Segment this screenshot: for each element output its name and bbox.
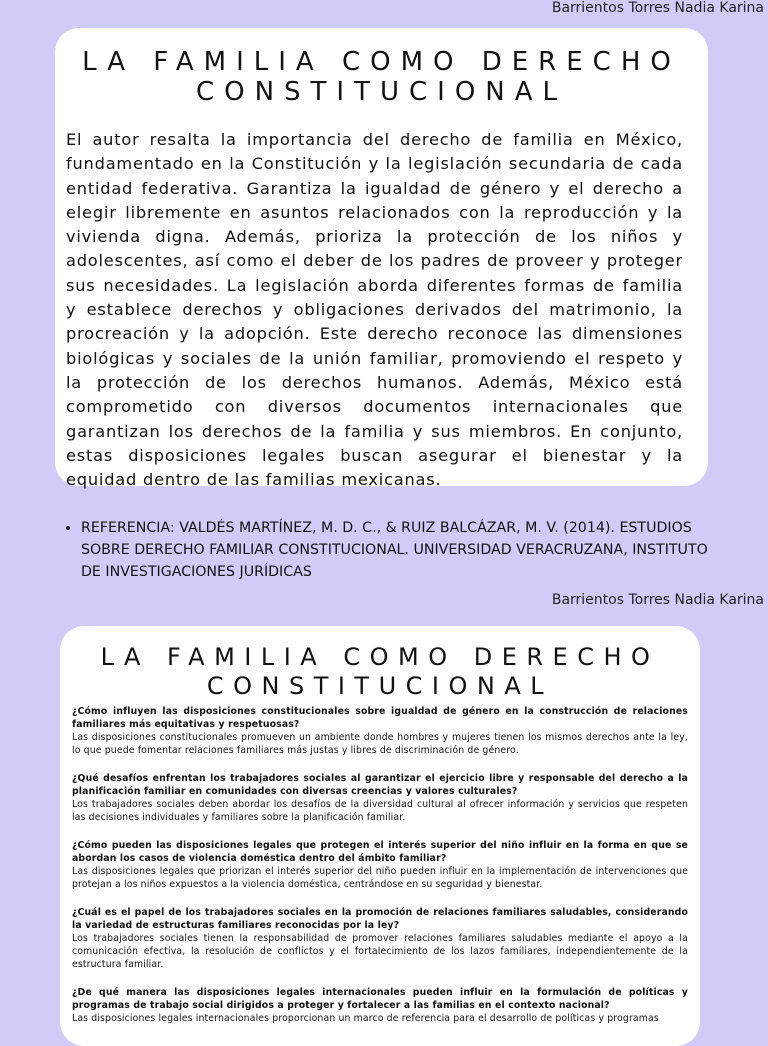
question-text: ¿Cómo pueden las disposiciones legales que protegen el interés superior del niño influir en la forma en que se abordan los casos de violencia doméstica dentro del ámbito familiar? [72,840,688,864]
questions-title-line1: LA FAMILIA COMO DERECHO [100,643,660,671]
reference-item: • REFERENCIA: VALDÉS MARTÍNEZ, M. D. C., & RUIZ BALCÁZAR, M. V. (2014). ESTUDIOS SOBRE DERECHO FAMILIAR CONSTITUCIONAL. UNIVERSIDAD VERACRUZANA, INSTITUTO DE INVESTIGACIONES JURÍDICAS [81,517,721,583]
author-name-mid: Barrientos Torres Nadia Karina [551,592,764,608]
question-text: ¿De qué manera las disposiciones legales internacionales pueden influir en la formulación de políticas y programas de trabajo social dirigidos a proteger y fortalecer a las familias en el contexto nacional? [72,987,688,1011]
answer-text: Las disposiciones legales internacionales proporcionan un marco de referencia para el desarrollo de políticas y programas [72,1013,659,1024]
summary-title-line1: LA FAMILIA COMO DERECHO [82,47,681,77]
reference-list [64,517,721,583]
answer-text: Las disposiciones legales que priorizan el interés superior del niño pueden influir en la implementación de intervenciones que protejan a los niños expuestos a la violencia doméstica, centrándose en su seguridad y bienestar. [72,866,688,890]
qa-item [72,772,688,824]
answer-text: Las disposiciones constitucionales promueven un ambiente donde hombres y mujeres tienen los mismos derechos ante la ley, lo que puede fomentar relaciones familiares más justas y libres de discriminación de género. [72,732,688,756]
question-text: ¿Cuál es el papel de los trabajadores sociales en la promoción de relaciones familiares saludables, considerando la variedad de estructuras familiares reconocidas por la ley? [72,907,688,931]
qa-list [72,705,688,1040]
author-name-top: Barrientos Torres Nadia Karina [551,0,764,16]
questions-title [60,626,700,701]
summary-title-line2: CONSTITUCIONAL [195,77,568,107]
question-text: ¿Qué desafíos enfrentan los trabajadores sociales al garantizar el ejercicio libre y responsable del derecho a la planificación familiar en comunidades con diversas creencias y valores culturales? [72,773,688,797]
summary-body: El autor resalta la importancia del derecho de familia en México, fundamentado en la Constitución y la legislación secundaria de cada entidad federativa. Garantiza la igualdad de género y el derecho a elegir libremente en asuntos relacionados con la reproducción y la vivienda digna. Además, prioriza la protección de los niños y adolescentes, así como el deber de los padres de proveer y proteger sus necesidades. La legislación aborda diferentes formas de familia y establece derechos y obligaciones derivados del matrimonio, la procreación y la adopción. Este derecho reconoce las dimensiones biológicas y sociales de la unión familiar, promoviendo el respeto y la protección de los derechos humanos. Además, México está comprometido con diversos documentos internacionales que garantizan los derechos de la familia y sus miembros. En conjunto, estas disposiciones legales buscan asegurar el bienestar y la equidad dentro de las familias mexicanas. [66,130,683,490]
qa-item [72,705,688,757]
answer-text: Los trabajadores sociales tienen la responsabilidad de promover relaciones familiares saludables mediante el apoyo a la comunicación efectiva, la resolución de conflictos y el fortalecimiento de los lazos familiares, independientemente de la estructura familiar. [72,933,688,970]
qa-item [72,986,688,1025]
answer-text: Los trabajadores sociales deben abordar los desafíos de la diversidad cultural al ofrecer información y servicios que respeten las decisiones individuales y familiares sobre la planificación familiar. [72,799,688,823]
qa-item [72,839,688,891]
question-text: ¿Cómo influyen las disposiciones constitucionales sobre igualdad de género en la construcción de relaciones familiares más equitativas y respetuosas? [72,706,688,730]
questions-title-line2: CONSTITUCIONAL [206,672,554,700]
qa-item [72,906,688,971]
summary-title [55,28,708,107]
